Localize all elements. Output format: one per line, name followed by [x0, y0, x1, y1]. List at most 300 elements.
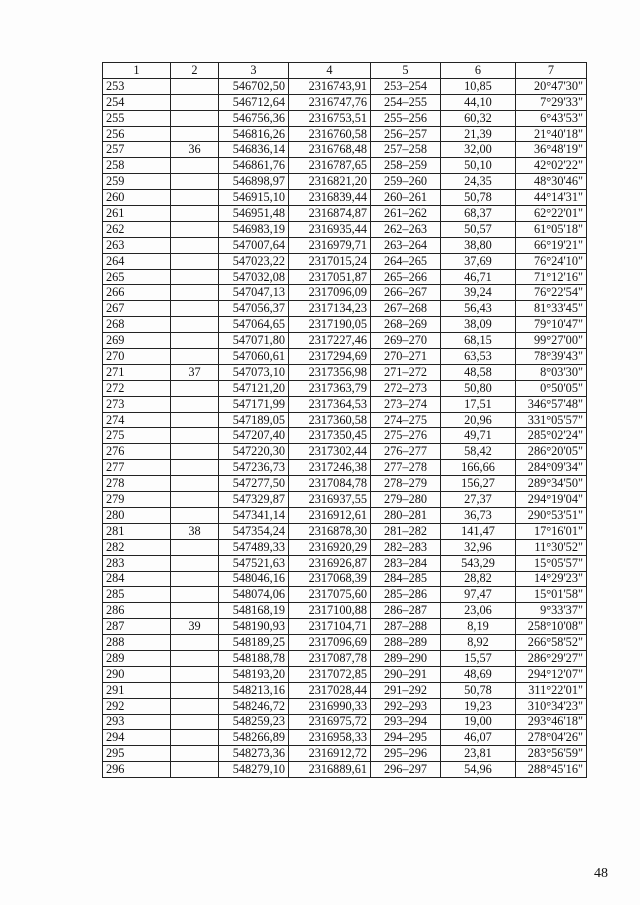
x-coordinate-cell: 546861,76 — [219, 158, 289, 174]
parcel-number-cell — [171, 158, 219, 174]
x-coordinate-cell: 547121,20 — [219, 380, 289, 396]
segment-cell: 285–286 — [371, 587, 441, 603]
parcel-number-cell — [171, 317, 219, 333]
point-number-cell: 282 — [103, 539, 171, 555]
table-row — [103, 380, 587, 396]
table-row — [103, 650, 587, 666]
parcel-number-cell: 38 — [171, 523, 219, 539]
column-header: 7 — [516, 63, 587, 79]
y-coordinate-cell: 2316839,44 — [289, 190, 371, 206]
parcel-number-cell — [171, 650, 219, 666]
table-row — [103, 619, 587, 635]
x-coordinate-cell: 547056,37 — [219, 301, 289, 317]
x-coordinate-cell: 548046,16 — [219, 571, 289, 587]
bearing-cell: 14°29'23" — [516, 571, 587, 587]
parcel-number-cell — [171, 349, 219, 365]
x-coordinate-cell: 547521,63 — [219, 555, 289, 571]
y-coordinate-cell: 2316979,71 — [289, 237, 371, 253]
x-coordinate-cell: 547189,05 — [219, 412, 289, 428]
length-cell: 37,69 — [441, 253, 516, 269]
x-coordinate-cell: 547007,64 — [219, 237, 289, 253]
y-coordinate-cell: 2316874,87 — [289, 206, 371, 222]
y-coordinate-cell: 2316743,91 — [289, 78, 371, 94]
y-coordinate-cell: 2317360,58 — [289, 412, 371, 428]
bearing-cell: 258°10'08" — [516, 619, 587, 635]
point-number-cell: 264 — [103, 253, 171, 269]
bearing-cell: 9°33'37" — [516, 603, 587, 619]
table-row — [103, 285, 587, 301]
bearing-cell: 294°12'07" — [516, 666, 587, 682]
segment-cell: 296–297 — [371, 762, 441, 778]
table-row — [103, 206, 587, 222]
table-row — [103, 412, 587, 428]
y-coordinate-cell: 2317100,88 — [289, 603, 371, 619]
bearing-cell: 71°12'16" — [516, 269, 587, 285]
length-cell: 8,19 — [441, 619, 516, 635]
point-number-cell: 277 — [103, 460, 171, 476]
length-cell: 50,78 — [441, 682, 516, 698]
y-coordinate-cell: 2316920,29 — [289, 539, 371, 555]
bearing-cell: 42°02'22" — [516, 158, 587, 174]
y-coordinate-cell: 2317227,46 — [289, 333, 371, 349]
length-cell: 21,39 — [441, 126, 516, 142]
y-coordinate-cell: 2317363,79 — [289, 380, 371, 396]
point-number-cell: 256 — [103, 126, 171, 142]
point-number-cell: 290 — [103, 666, 171, 682]
parcel-number-cell — [171, 539, 219, 555]
x-coordinate-cell: 546816,26 — [219, 126, 289, 142]
length-cell: 10,85 — [441, 78, 516, 94]
point-number-cell: 273 — [103, 396, 171, 412]
length-cell: 20,96 — [441, 412, 516, 428]
segment-cell: 281–282 — [371, 523, 441, 539]
x-coordinate-cell: 547023,22 — [219, 253, 289, 269]
y-coordinate-cell: 2316760,58 — [289, 126, 371, 142]
parcel-number-cell — [171, 507, 219, 523]
point-number-cell: 271 — [103, 364, 171, 380]
length-cell: 68,37 — [441, 206, 516, 222]
bearing-cell: 286°20'05" — [516, 444, 587, 460]
bearing-cell: 15°01'58" — [516, 587, 587, 603]
bearing-cell: 66°19'21" — [516, 237, 587, 253]
length-cell: 68,15 — [441, 333, 516, 349]
length-cell: 56,43 — [441, 301, 516, 317]
column-header: 2 — [171, 63, 219, 79]
segment-cell: 286–287 — [371, 603, 441, 619]
table-row — [103, 571, 587, 587]
point-number-cell: 295 — [103, 746, 171, 762]
bearing-cell: 293°46'18" — [516, 714, 587, 730]
y-coordinate-cell: 2316747,76 — [289, 94, 371, 110]
table-row — [103, 587, 587, 603]
segment-cell: 287–288 — [371, 619, 441, 635]
bearing-cell: 346°57'48" — [516, 396, 587, 412]
segment-cell: 258–259 — [371, 158, 441, 174]
y-coordinate-cell: 2316990,33 — [289, 698, 371, 714]
point-number-cell: 291 — [103, 682, 171, 698]
point-number-cell: 274 — [103, 412, 171, 428]
y-coordinate-cell: 2317072,85 — [289, 666, 371, 682]
bearing-cell: 0°50'05" — [516, 380, 587, 396]
length-cell: 156,27 — [441, 476, 516, 492]
segment-cell: 289–290 — [371, 650, 441, 666]
x-coordinate-cell: 548213,16 — [219, 682, 289, 698]
table-row — [103, 476, 587, 492]
table-row — [103, 126, 587, 142]
length-cell: 15,57 — [441, 650, 516, 666]
segment-cell: 276–277 — [371, 444, 441, 460]
x-coordinate-cell: 546756,36 — [219, 110, 289, 126]
point-number-cell: 279 — [103, 492, 171, 508]
point-number-cell: 283 — [103, 555, 171, 571]
x-coordinate-cell: 548168,19 — [219, 603, 289, 619]
point-number-cell: 275 — [103, 428, 171, 444]
segment-cell: 278–279 — [371, 476, 441, 492]
y-coordinate-cell: 2317302,44 — [289, 444, 371, 460]
column-header: 6 — [441, 63, 516, 79]
parcel-number-cell — [171, 428, 219, 444]
segment-cell: 261–262 — [371, 206, 441, 222]
bearing-cell: 79°10'47" — [516, 317, 587, 333]
segment-cell: 295–296 — [371, 746, 441, 762]
x-coordinate-cell: 548266,89 — [219, 730, 289, 746]
point-number-cell: 281 — [103, 523, 171, 539]
x-coordinate-cell: 547064,65 — [219, 317, 289, 333]
segment-cell: 267–268 — [371, 301, 441, 317]
table-row — [103, 714, 587, 730]
parcel-number-cell — [171, 285, 219, 301]
bearing-cell: 36°48'19" — [516, 142, 587, 158]
segment-cell: 269–270 — [371, 333, 441, 349]
parcel-number-cell — [171, 635, 219, 651]
bearing-cell: 78°39'43" — [516, 349, 587, 365]
segment-cell: 283–284 — [371, 555, 441, 571]
y-coordinate-cell: 2317068,39 — [289, 571, 371, 587]
table-row — [103, 333, 587, 349]
length-cell: 44,10 — [441, 94, 516, 110]
x-coordinate-cell: 548189,25 — [219, 635, 289, 651]
length-cell: 28,82 — [441, 571, 516, 587]
bearing-cell: 20°47'30" — [516, 78, 587, 94]
segment-cell: 257–258 — [371, 142, 441, 158]
parcel-number-cell — [171, 412, 219, 428]
segment-cell: 255–256 — [371, 110, 441, 126]
length-cell: 48,58 — [441, 364, 516, 380]
y-coordinate-cell: 2316958,33 — [289, 730, 371, 746]
x-coordinate-cell: 547277,50 — [219, 476, 289, 492]
bearing-cell: 289°34'50" — [516, 476, 587, 492]
point-number-cell: 294 — [103, 730, 171, 746]
y-coordinate-cell: 2316912,72 — [289, 746, 371, 762]
segment-cell: 266–267 — [371, 285, 441, 301]
y-coordinate-cell: 2317096,09 — [289, 285, 371, 301]
bearing-cell: 76°22'54" — [516, 285, 587, 301]
segment-cell: 254–255 — [371, 94, 441, 110]
length-cell: 543,29 — [441, 555, 516, 571]
point-number-cell: 265 — [103, 269, 171, 285]
length-cell: 8,92 — [441, 635, 516, 651]
length-cell: 38,09 — [441, 317, 516, 333]
bearing-cell: 294°19'04" — [516, 492, 587, 508]
x-coordinate-cell: 548246,72 — [219, 698, 289, 714]
point-number-cell: 289 — [103, 650, 171, 666]
y-coordinate-cell: 2317364,53 — [289, 396, 371, 412]
table-row — [103, 698, 587, 714]
bearing-cell: 17°16'01" — [516, 523, 587, 539]
bearing-cell: 81°33'45" — [516, 301, 587, 317]
segment-cell: 256–257 — [371, 126, 441, 142]
length-cell: 17,51 — [441, 396, 516, 412]
length-cell: 50,78 — [441, 190, 516, 206]
parcel-number-cell — [171, 571, 219, 587]
y-coordinate-cell: 2317104,71 — [289, 619, 371, 635]
length-cell: 50,57 — [441, 221, 516, 237]
table-row — [103, 460, 587, 476]
segment-cell: 292–293 — [371, 698, 441, 714]
point-number-cell: 280 — [103, 507, 171, 523]
table-row — [103, 730, 587, 746]
y-coordinate-cell: 2317356,98 — [289, 364, 371, 380]
x-coordinate-cell: 547060,61 — [219, 349, 289, 365]
x-coordinate-cell: 547207,40 — [219, 428, 289, 444]
length-cell: 141,47 — [441, 523, 516, 539]
point-number-cell: 270 — [103, 349, 171, 365]
segment-cell: 282–283 — [371, 539, 441, 555]
length-cell: 46,71 — [441, 269, 516, 285]
parcel-number-cell — [171, 221, 219, 237]
bearing-cell: 48°30'46" — [516, 174, 587, 190]
segment-cell: 271–272 — [371, 364, 441, 380]
table-row — [103, 396, 587, 412]
point-number-cell: 292 — [103, 698, 171, 714]
table-row — [103, 237, 587, 253]
parcel-number-cell — [171, 682, 219, 698]
point-number-cell: 285 — [103, 587, 171, 603]
table-row — [103, 158, 587, 174]
length-cell: 27,37 — [441, 492, 516, 508]
segment-cell: 274–275 — [371, 412, 441, 428]
point-number-cell: 286 — [103, 603, 171, 619]
length-cell: 50,10 — [441, 158, 516, 174]
parcel-number-cell — [171, 206, 219, 222]
bearing-cell: 7°29'33" — [516, 94, 587, 110]
point-number-cell: 272 — [103, 380, 171, 396]
segment-cell: 279–280 — [371, 492, 441, 508]
table-row — [103, 428, 587, 444]
parcel-number-cell — [171, 396, 219, 412]
parcel-number-cell — [171, 666, 219, 682]
parcel-number-cell — [171, 460, 219, 476]
length-cell: 38,80 — [441, 237, 516, 253]
point-number-cell: 268 — [103, 317, 171, 333]
parcel-number-cell — [171, 78, 219, 94]
segment-cell: 273–274 — [371, 396, 441, 412]
parcel-number-cell — [171, 333, 219, 349]
table-row — [103, 364, 587, 380]
point-number-cell: 284 — [103, 571, 171, 587]
table-row — [103, 190, 587, 206]
point-number-cell: 296 — [103, 762, 171, 778]
length-cell: 32,00 — [441, 142, 516, 158]
table-row — [103, 444, 587, 460]
parcel-number-cell — [171, 587, 219, 603]
length-cell: 50,80 — [441, 380, 516, 396]
bearing-cell: 286°29'27" — [516, 650, 587, 666]
parcel-number-cell — [171, 730, 219, 746]
parcel-number-cell — [171, 555, 219, 571]
y-coordinate-cell: 2316975,72 — [289, 714, 371, 730]
bearing-cell: 288°45'16" — [516, 762, 587, 778]
x-coordinate-cell: 547354,24 — [219, 523, 289, 539]
bearing-cell: 21°40'18" — [516, 126, 587, 142]
bearing-cell: 11°30'52" — [516, 539, 587, 555]
table-row — [103, 507, 587, 523]
bearing-cell: 311°22'01" — [516, 682, 587, 698]
segment-cell: 293–294 — [371, 714, 441, 730]
y-coordinate-cell: 2316768,48 — [289, 142, 371, 158]
x-coordinate-cell: 548188,78 — [219, 650, 289, 666]
length-cell: 24,35 — [441, 174, 516, 190]
bearing-cell: 310°34'23" — [516, 698, 587, 714]
x-coordinate-cell: 548273,36 — [219, 746, 289, 762]
y-coordinate-cell: 2317028,44 — [289, 682, 371, 698]
length-cell: 46,07 — [441, 730, 516, 746]
point-number-cell: 293 — [103, 714, 171, 730]
column-header: 3 — [219, 63, 289, 79]
bearing-cell: 76°24'10" — [516, 253, 587, 269]
segment-cell: 290–291 — [371, 666, 441, 682]
point-number-cell: 253 — [103, 78, 171, 94]
bearing-cell: 283°56'59" — [516, 746, 587, 762]
length-cell: 58,42 — [441, 444, 516, 460]
parcel-number-cell — [171, 746, 219, 762]
y-coordinate-cell: 2317087,78 — [289, 650, 371, 666]
segment-cell: 294–295 — [371, 730, 441, 746]
x-coordinate-cell: 546951,48 — [219, 206, 289, 222]
bearing-cell: 331°05'57" — [516, 412, 587, 428]
table-row — [103, 174, 587, 190]
parcel-number-cell — [171, 762, 219, 778]
parcel-number-cell — [171, 603, 219, 619]
bearing-cell: 62°22'01" — [516, 206, 587, 222]
bearing-cell: 15°05'57" — [516, 555, 587, 571]
y-coordinate-cell: 2317084,78 — [289, 476, 371, 492]
x-coordinate-cell: 548259,23 — [219, 714, 289, 730]
y-coordinate-cell: 2317051,87 — [289, 269, 371, 285]
table-body — [103, 78, 587, 777]
length-cell: 63,53 — [441, 349, 516, 365]
length-cell: 23,81 — [441, 746, 516, 762]
table-row — [103, 253, 587, 269]
x-coordinate-cell: 548074,06 — [219, 587, 289, 603]
bearing-cell: 278°04'26" — [516, 730, 587, 746]
point-number-cell: 254 — [103, 94, 171, 110]
point-number-cell: 276 — [103, 444, 171, 460]
x-coordinate-cell: 548190,93 — [219, 619, 289, 635]
y-coordinate-cell: 2316787,65 — [289, 158, 371, 174]
y-coordinate-cell: 2317075,60 — [289, 587, 371, 603]
table-row — [103, 539, 587, 555]
length-cell: 60,32 — [441, 110, 516, 126]
table-row — [103, 94, 587, 110]
segment-cell: 253–254 — [371, 78, 441, 94]
length-cell: 97,47 — [441, 587, 516, 603]
segment-cell: 264–265 — [371, 253, 441, 269]
x-coordinate-cell: 546702,50 — [219, 78, 289, 94]
x-coordinate-cell: 547171,99 — [219, 396, 289, 412]
x-coordinate-cell: 547220,30 — [219, 444, 289, 460]
y-coordinate-cell: 2317294,69 — [289, 349, 371, 365]
column-header: 4 — [289, 63, 371, 79]
segment-cell: 288–289 — [371, 635, 441, 651]
segment-cell: 270–271 — [371, 349, 441, 365]
table-header-row — [103, 63, 587, 79]
segment-cell: 277–278 — [371, 460, 441, 476]
segment-cell: 268–269 — [371, 317, 441, 333]
y-coordinate-cell: 2317096,69 — [289, 635, 371, 651]
segment-cell: 260–261 — [371, 190, 441, 206]
segment-cell: 265–266 — [371, 269, 441, 285]
length-cell: 48,69 — [441, 666, 516, 682]
x-coordinate-cell: 546836,14 — [219, 142, 289, 158]
x-coordinate-cell: 548193,20 — [219, 666, 289, 682]
table-row — [103, 301, 587, 317]
length-cell: 36,73 — [441, 507, 516, 523]
x-coordinate-cell: 547236,73 — [219, 460, 289, 476]
y-coordinate-cell: 2317246,38 — [289, 460, 371, 476]
column-header: 1 — [103, 63, 171, 79]
x-coordinate-cell: 547329,87 — [219, 492, 289, 508]
parcel-number-cell — [171, 492, 219, 508]
parcel-number-cell — [171, 714, 219, 730]
point-number-cell: 267 — [103, 301, 171, 317]
point-number-cell: 261 — [103, 206, 171, 222]
parcel-number-cell — [171, 94, 219, 110]
segment-cell: 275–276 — [371, 428, 441, 444]
segment-cell: 291–292 — [371, 682, 441, 698]
point-number-cell: 260 — [103, 190, 171, 206]
x-coordinate-cell: 546983,19 — [219, 221, 289, 237]
parcel-number-cell — [171, 698, 219, 714]
x-coordinate-cell: 547073,10 — [219, 364, 289, 380]
parcel-number-cell — [171, 476, 219, 492]
bearing-cell: 284°09'34" — [516, 460, 587, 476]
table-row — [103, 762, 587, 778]
table-row — [103, 349, 587, 365]
parcel-number-cell: 37 — [171, 364, 219, 380]
bearing-cell: 285°02'24" — [516, 428, 587, 444]
table-row — [103, 555, 587, 571]
x-coordinate-cell: 547489,33 — [219, 539, 289, 555]
x-coordinate-cell: 547071,80 — [219, 333, 289, 349]
segment-cell: 280–281 — [371, 507, 441, 523]
coordinates-table — [102, 62, 587, 778]
parcel-number-cell — [171, 269, 219, 285]
x-coordinate-cell: 546915,10 — [219, 190, 289, 206]
parcel-number-cell — [171, 380, 219, 396]
parcel-number-cell: 36 — [171, 142, 219, 158]
parcel-number-cell — [171, 444, 219, 460]
x-coordinate-cell: 546712,64 — [219, 94, 289, 110]
point-number-cell: 266 — [103, 285, 171, 301]
table-row — [103, 682, 587, 698]
parcel-number-cell — [171, 126, 219, 142]
x-coordinate-cell: 547047,13 — [219, 285, 289, 301]
point-number-cell: 255 — [103, 110, 171, 126]
y-coordinate-cell: 2316753,51 — [289, 110, 371, 126]
point-number-cell: 263 — [103, 237, 171, 253]
point-number-cell: 258 — [103, 158, 171, 174]
